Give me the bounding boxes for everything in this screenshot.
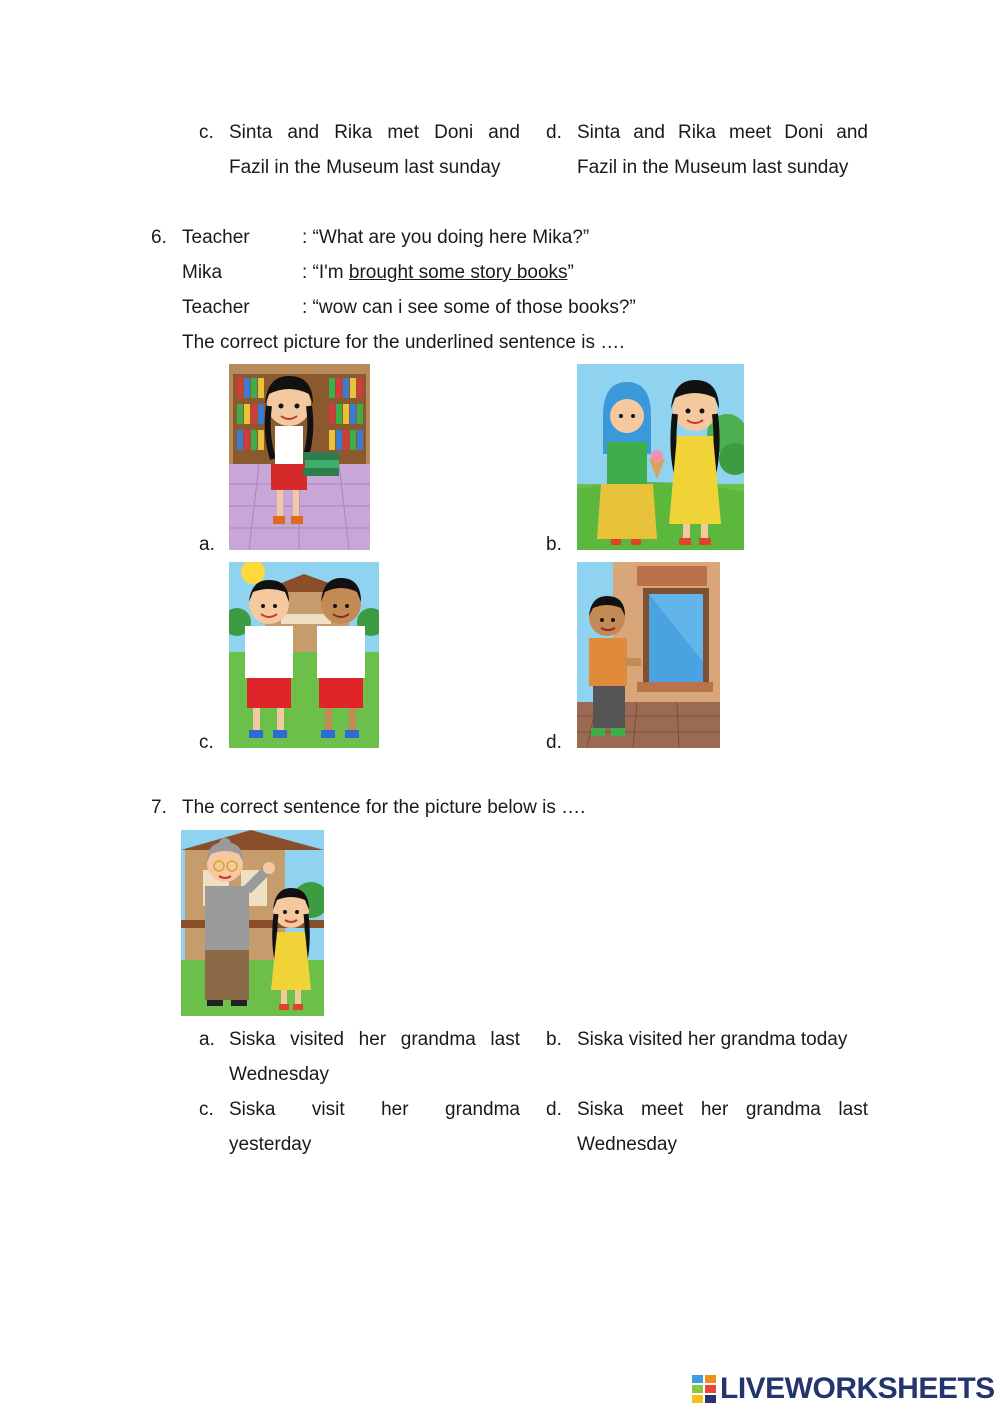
- q7-picture: [181, 830, 324, 1016]
- q7-option-c-letter: c.: [199, 1099, 214, 1120]
- q6-dialog-line-2: [302, 255, 574, 290]
- q5-option-d-line2: Fazil in the Museum last sunday: [577, 157, 849, 178]
- q6-prompt: The correct picture for the underlined sentence is ….: [182, 332, 625, 353]
- q6-dialog-speaker-3: Teacher: [182, 297, 250, 318]
- q7-option-d-letter: d.: [546, 1099, 562, 1120]
- q7-option-c-line2: yesterday: [229, 1134, 312, 1155]
- q6-dialog-line-3: : “wow can i see some of those books?”: [302, 297, 636, 318]
- q7-option-d-line2: Wednesday: [577, 1134, 677, 1155]
- q5-option-c-line1: Sinta and Rika met Doni and: [229, 122, 520, 143]
- q5-option-d-letter: d.: [546, 122, 562, 143]
- q6-underlined-sentence: brought some story books: [348, 262, 568, 283]
- q6-option-d-picture[interactable]: [577, 562, 720, 748]
- q6-option-c-letter: c.: [199, 732, 214, 753]
- liveworksheets-brand[interactable]: [692, 1372, 995, 1406]
- liveworksheets-wordmark: LIVEWORKSHEETS: [720, 1372, 995, 1405]
- q6-option-b-letter: b.: [546, 534, 562, 555]
- q7-option-b-letter: b.: [546, 1029, 562, 1050]
- q7-option-a-line1: Siska visited her grandma last: [229, 1029, 520, 1050]
- liveworksheets-logo-icon: [692, 1375, 716, 1403]
- q6-option-a-letter: a.: [199, 534, 215, 555]
- q6-dialog-line-2-prefix: : “I'm: [302, 262, 349, 283]
- q5-option-c-letter: c.: [199, 122, 214, 143]
- q6-number: 6.: [151, 227, 167, 248]
- q6-option-a-picture[interactable]: [229, 364, 370, 550]
- q7-option-c-line1: Siska visit her grandma: [229, 1099, 520, 1120]
- q7-number: 7.: [151, 797, 167, 818]
- q7-prompt: The correct sentence for the picture below is ….: [182, 797, 586, 818]
- q6-dialog-speaker-2: Mika: [182, 262, 223, 283]
- q6-option-b-picture[interactable]: [577, 364, 744, 550]
- q5-option-d-line1: Sinta and Rika meet Doni and: [577, 122, 868, 143]
- q5-option-c-line2: Fazil in the Museum last sunday: [229, 157, 501, 178]
- q7-option-a-line2: Wednesday: [229, 1064, 329, 1085]
- q7-option-a-letter: a.: [199, 1029, 215, 1050]
- q6-dialog-speaker-1: Teacher: [182, 227, 250, 248]
- q6-option-d-letter: d.: [546, 732, 562, 753]
- q6-dialog-line-2-suffix: ”: [567, 262, 574, 283]
- q6-dialog-line-1: : “What are you doing here Mika?”: [302, 227, 590, 248]
- q7-option-d-line1: Siska meet her grandma last: [577, 1099, 868, 1120]
- q7-option-b-line1: Siska visited her grandma today: [577, 1029, 848, 1050]
- q6-option-c-picture[interactable]: [229, 562, 379, 748]
